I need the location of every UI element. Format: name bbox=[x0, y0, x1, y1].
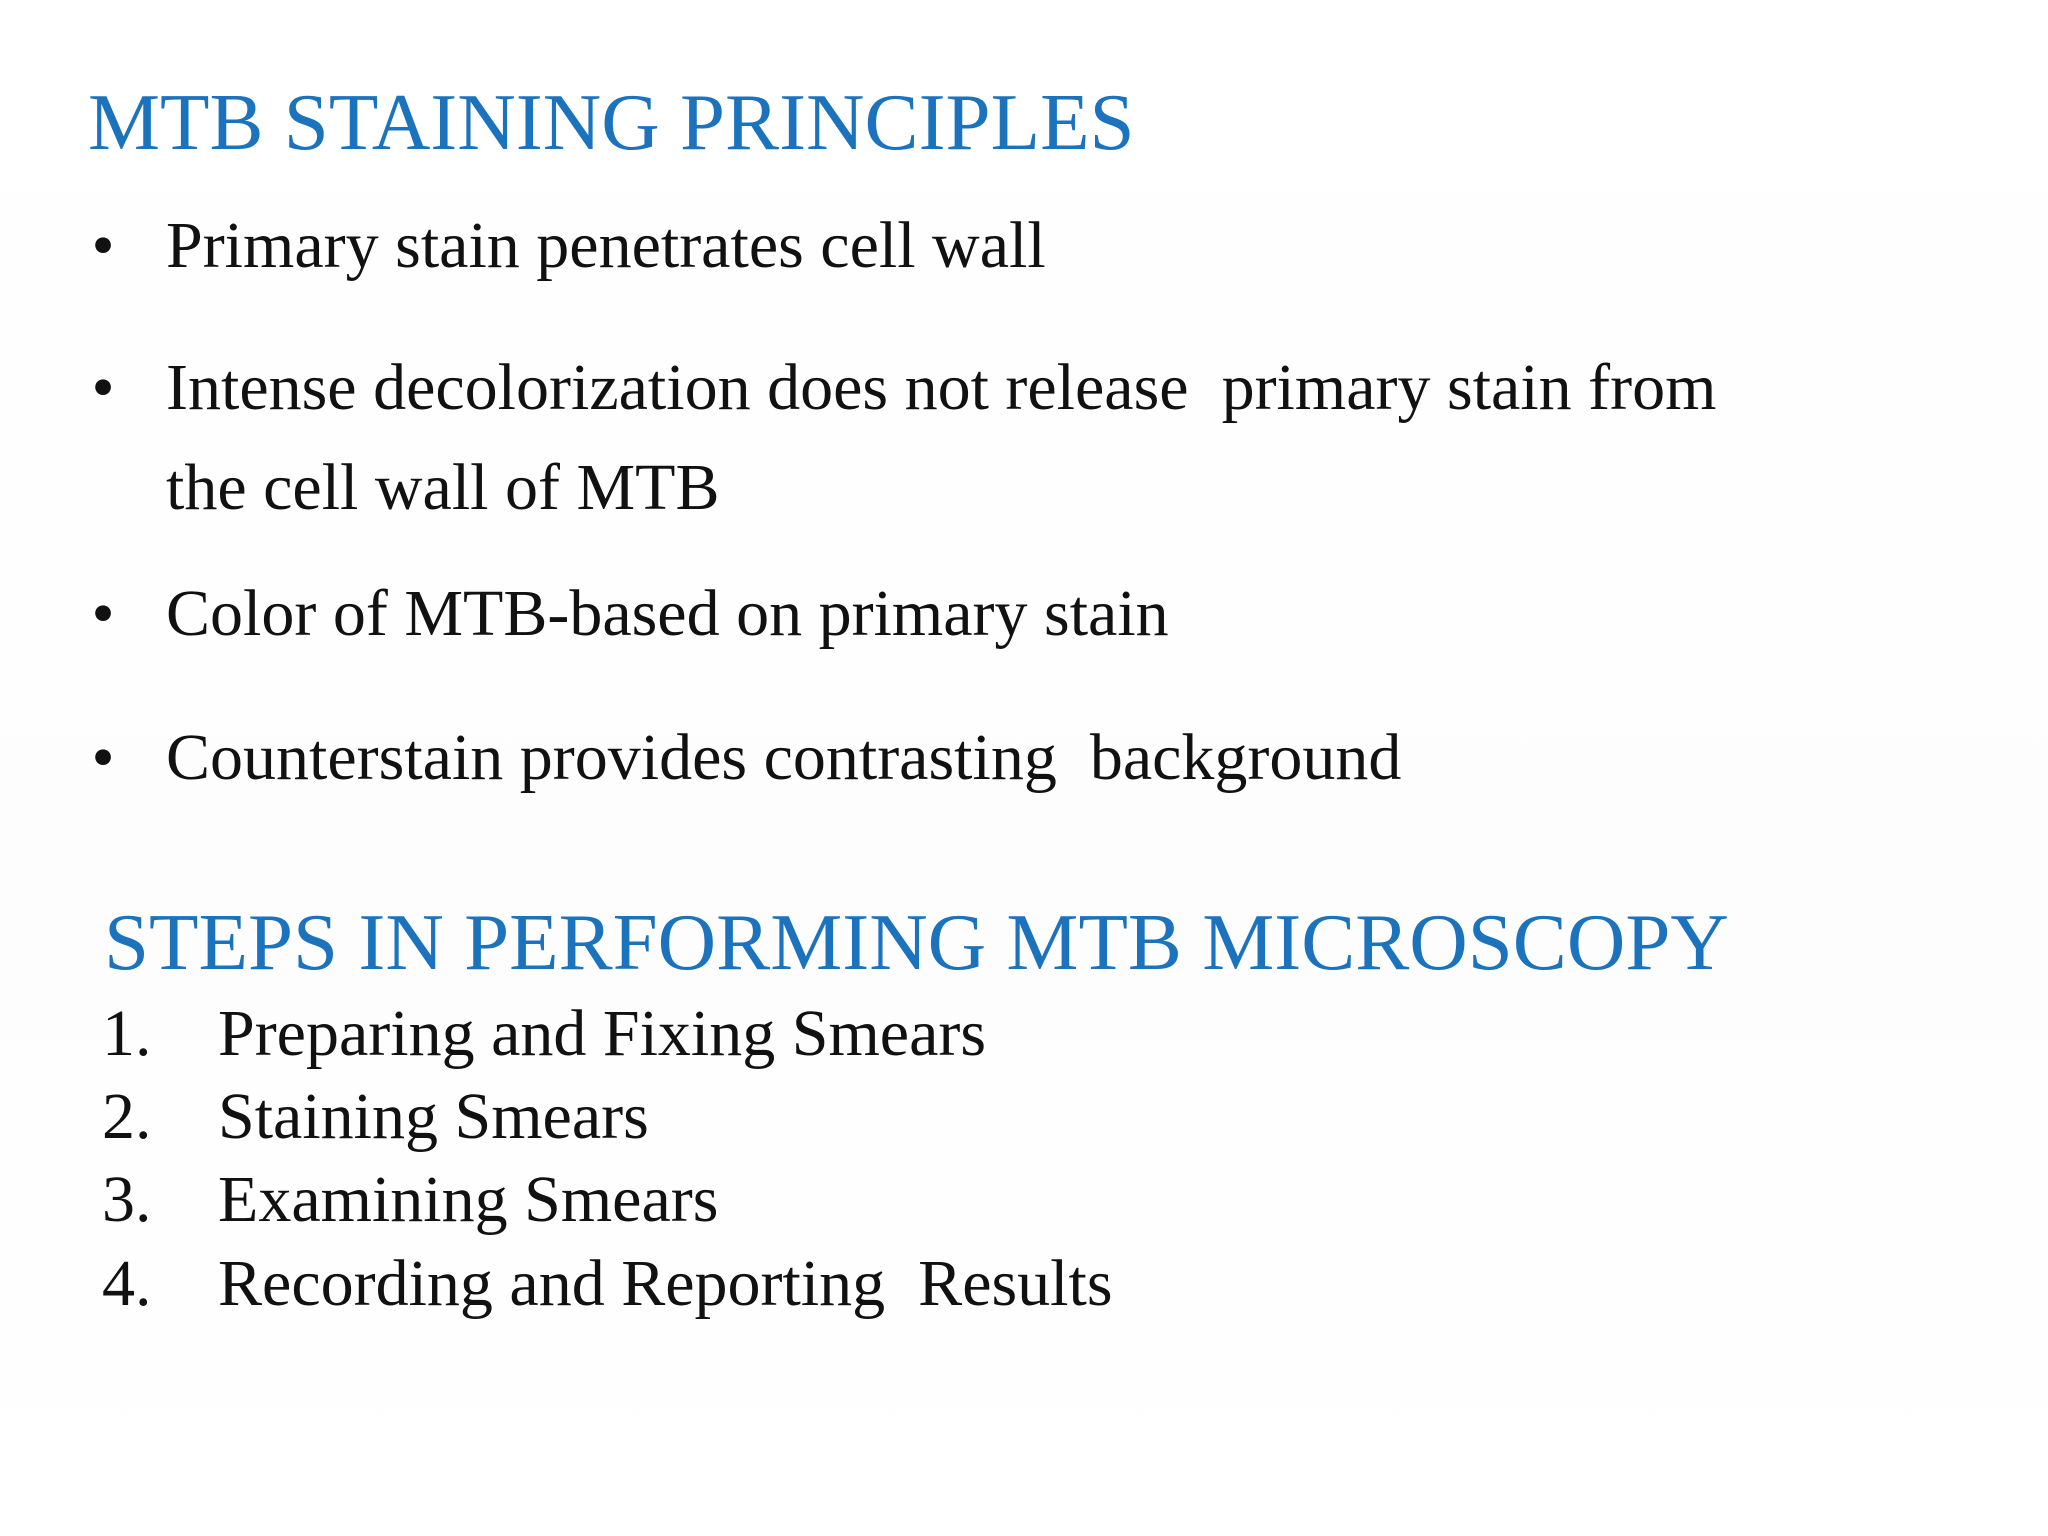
bullet-text-line: Intense decolorization does not release primary stain from bbox=[166, 351, 1717, 424]
bullet-icon: • bbox=[91, 721, 115, 794]
bullet-text-line: the cell wall of MTB bbox=[166, 451, 720, 524]
step-number: 1. bbox=[102, 997, 152, 1070]
step-text: Recording and Reporting Results bbox=[218, 1247, 1113, 1320]
bullet-text: Color of MTB-based on primary stain bbox=[166, 577, 1169, 650]
section-title-staining-principles: MTB STAINING PRINCIPLES bbox=[88, 77, 1135, 167]
bullet-text bbox=[166, 338, 1716, 538]
bullet-icon: • bbox=[91, 209, 115, 282]
step-number: 3. bbox=[102, 1163, 152, 1236]
bullet-icon: • bbox=[91, 351, 115, 424]
bullet-icon: • bbox=[91, 577, 115, 650]
bullet-text: Primary stain penetrates cell wall bbox=[166, 209, 1046, 282]
step-text: Examining Smears bbox=[218, 1163, 719, 1236]
section-title-microscopy-steps: STEPS IN PERFORMING MTB MICROSCOPY bbox=[104, 897, 1729, 987]
step-number: 2. bbox=[102, 1080, 152, 1153]
step-text: Preparing and Fixing Smears bbox=[218, 997, 987, 1070]
step-number: 4. bbox=[102, 1247, 152, 1320]
step-text: Staining Smears bbox=[218, 1080, 649, 1153]
bullet-text: Counterstain provides contrasting background bbox=[166, 721, 1402, 794]
